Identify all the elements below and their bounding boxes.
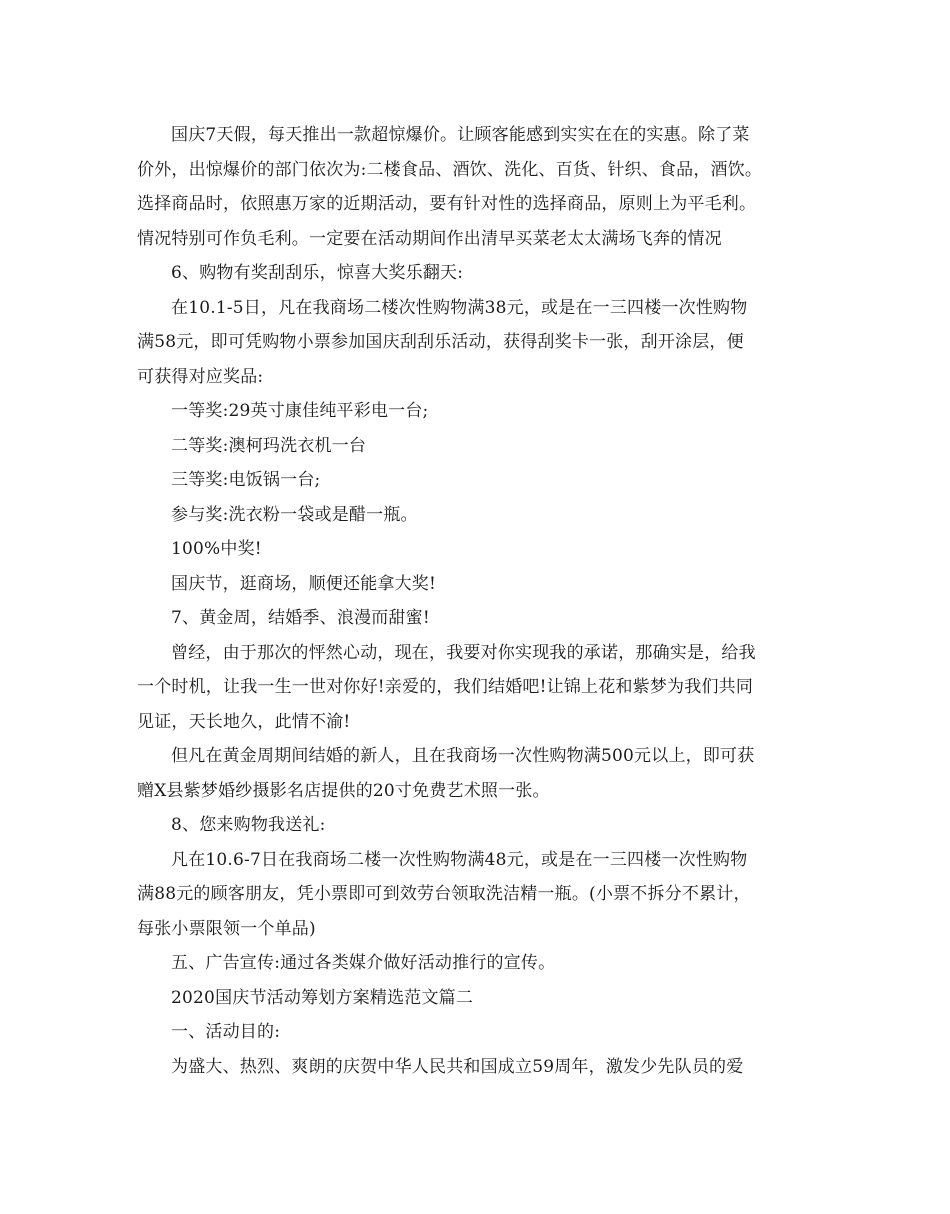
text-line: 100%中奖! (171, 539, 262, 559)
text-line: 在10.1-5日，凡在我商场二楼次性购物满38元，或是在一三四楼一次性购物 (171, 297, 748, 318)
text-line: 价外，出惊爆价的部门依次为:二楼食品、酒饮、洗化、百货、针织、食品，酒饮。 (137, 159, 763, 180)
text-line: 曾经，由于那次的怦然心动，现在，我要对你实现我的承诺，那确实是，给我 (171, 642, 756, 663)
text-line: 一等奖:29英寸康佳纯平彩电一台; (171, 401, 429, 421)
text-line: 一、活动目的: (171, 1022, 281, 1042)
text-line: 三等奖:电饭锅一台; (171, 470, 321, 490)
text-line: 满88元的顾客朋友，凭小票即可到效劳台领取洗洁精一瓶。(小票不拆分不累计， (137, 884, 751, 904)
text-line: 参与奖:洗衣粉一袋或是醋一瓶。 (171, 504, 418, 525)
text-line: 五、广告宣传:通过各类媒介做好活动推行的宣传。 (171, 953, 556, 973)
text-line: 8、您来购物我送礼: (171, 815, 326, 835)
text-line: 可获得对应奖品: (137, 366, 264, 387)
text-line: 但凡在黄金周期间结婚的新人，且在我商场一次性购物满500元以上，即可获 (171, 746, 755, 766)
text-line: 国庆7天假，每天推出一款超惊爆价。让顾客能感到实实在在的实惠。除了菜 (171, 125, 750, 145)
text-line: 见证，天长地久，此情不渝! (137, 711, 351, 732)
text-line: 二等奖:澳柯玛洗衣机一台 (171, 435, 367, 456)
text-line: 6、购物有奖刮刮乐，惊喜大奖乐翻天: (171, 263, 464, 283)
text-line: 选择商品时，依照惠万家的近期活动，要有针对性的选择商品，原则上为平毛利。 (137, 194, 757, 214)
text-line: 情况特别可作负毛利。一定要在活动期间作出清早买菜老太太满场飞奔的情况 (137, 228, 722, 249)
text-line: 7、黄金周，结婚季、浪漫而甜蜜! (171, 608, 430, 628)
text-line: 凡在10.6-7日在我商场二楼一次性购物满48元，或是在一三四楼一次性购物 (171, 849, 748, 870)
text-line: 满58元，即可凭购物小票参加国庆刮刮乐活动，获得刮奖卡一张，刮开涂层，便 (137, 332, 744, 352)
text-line: 为盛大、热烈、爽朗的庆贺中华人民共和国成立59周年，激发少先队员的爱 (171, 1056, 744, 1077)
text-line: 国庆节，逛商场，顺便还能拿大奖! (171, 573, 437, 594)
text-line: 赠X县紫梦婚纱摄影名店提供的20寸免费艺术照一张。 (137, 780, 550, 801)
text-line: 2020国庆节活动筹划方案精选范文篇二 (171, 987, 474, 1008)
document-body (137, 118, 827, 1084)
text-line: 一个时机，让我一生一世对你好!亲爱的，我们结婚吧!让锦上花和紫梦为我们共同 (137, 677, 754, 697)
text-line: 每张小票限领一个单品) (137, 918, 316, 939)
